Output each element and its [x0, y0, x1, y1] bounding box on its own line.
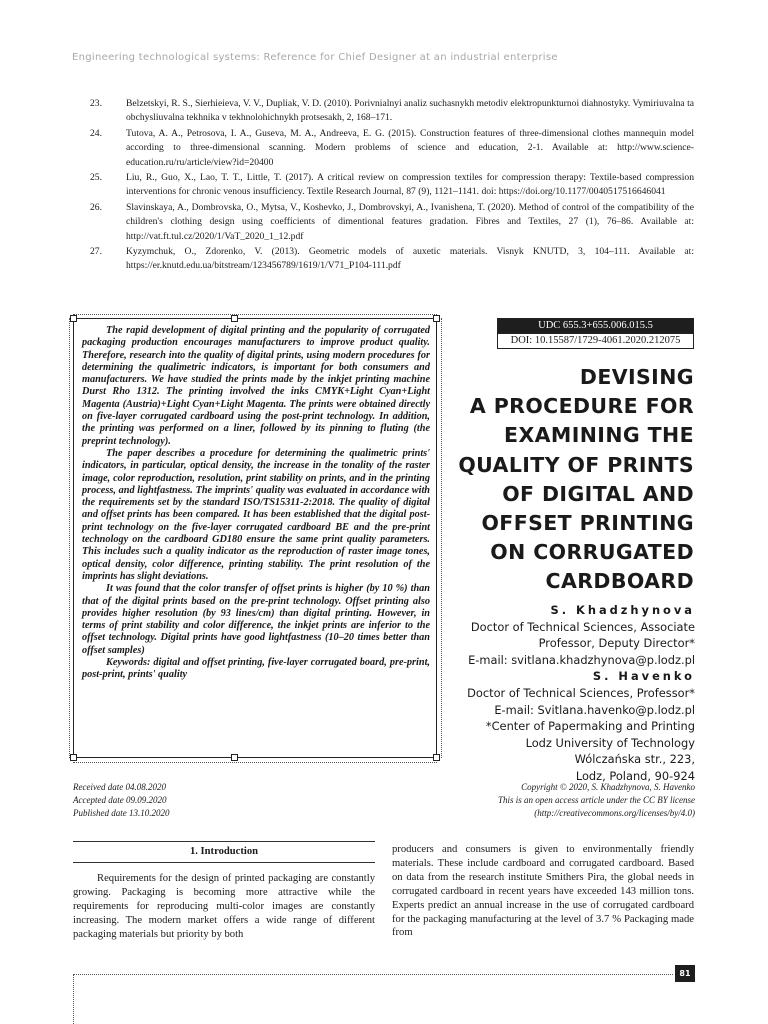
doi-link[interactable]: DOI: 10.15587/1729-4061.2020.212075 [498, 333, 693, 348]
author-address: Lodz, Poland, 90-924 [575, 768, 695, 783]
reference-list [90, 97, 694, 275]
author-name: S. Havenko [592, 669, 695, 684]
abstract-paragraph: The paper describes a procedure for determining the qualimetric prints' indicators, in particular, optical density, the increase in the tonality of the raster image, color reproduction, resolution, print stability on prints, and in the printing process, and lightfastness. The imprints' quality was evaluated in accordance with the requirements set by the standard ISO/TS15311-2:2018. The quality of digital and offset prints has been compared. It has been established that the digital post-print technology on the five-layer corrugated cardboard BE and the pre-print technology on the cardboard GD180 ensure the same print quality parameters. This includes such a quality indicator as the reproduction of raster image tones, optical density, color difference, printing stability. The print resolution of the imprints has slight deviations. [82, 447, 430, 582]
frame-guide-left [69, 318, 70, 758]
frame-handle-top-middle [231, 315, 238, 322]
author-affiliation: Doctor of Technical Sciences, Associate [470, 619, 695, 634]
body-column-left: Requirements for the design of printed packaging are constantly growing. Packaging is becoming more attractive while the requirements for reproducing multi-color images are constantly increasing. The modern market offers a wide range of different packaging materials but priority by both [73, 873, 375, 940]
abstract-box [73, 318, 437, 758]
author-affiliation: Doctor of Technical Sciences, Professor* [467, 685, 695, 700]
reference-item: 24. Tutova, A. A., Petrosova, I. A., Guseva, M. A., Andreeva, E. G. (2015). Construction features of three-dimensional clothes mannequin model according to three-dimensional scanning. Modern problems of science and education, 2-1. Available at: http://www.science-education.ru/ru/article/view?id=20400 [90, 127, 694, 168]
author-affiliation: *Center of Papermaking and Printing [485, 719, 695, 734]
reference-item: 26. Slavinskaya, A., Dombrovska, O., Mytsa, V., Koshevko, J., Dombrovskyi, A., Ivanishena, T. (2020). Method of control of the compatibility of the children's clothing design using coefficients of dimentional features gradation. Fibres and Textiles, 27 (1), 76–86. Available at: http://vat.ft.tul.cz/2020/1/VaT_2020_1_12.pdf [90, 201, 694, 242]
reference-item: 27. Kyzymchuk, O., Zdorenko, V. (2013). Geometric models of auxetic materials. Visnyk KNUTD, 3, 104–111. Available at: https://er.knutd.edu.ua/bitstream/123456789/1619/1/V71_P104-111.pdf [90, 246, 694, 272]
page-border-left [73, 974, 74, 1024]
author-address: Wólczańska str., 223, [574, 752, 695, 767]
author-name: S. Khadzhynova [550, 603, 695, 617]
section-rule-bottom [73, 862, 375, 863]
published-date: Published date 13.10.2020 [73, 808, 170, 818]
reference-item: 23. Belzetskyi, R. S., Sierhieieva, V. V., Dupliak, V. D. (2010). Porivnialnyi analiz suchasnykh metodiv elektropunkturnoi diahnostyky. Vymiriuvalna ta obchysliuvalna tekhnika v tekhnolohichnykh protsesakh, 2, 168–171. [90, 98, 694, 124]
publication-dates [73, 781, 333, 820]
frame-handle-bottom-right [433, 754, 440, 761]
received-date: Received date 04.08.2020 [73, 782, 166, 792]
frame-handle-bottom-middle [231, 754, 238, 761]
author-affiliation: Lodz University of Technology [525, 735, 695, 750]
running-head: Engineering technological systems: Reference for Chief Designer at an industrial enterprise [72, 52, 558, 63]
license-link[interactable]: (http://creativecommons.org/licenses/by/4.0) [534, 808, 695, 818]
udc-code: UDC 655.3+655.006.015.5 [498, 319, 693, 333]
page-number: 81 [675, 965, 695, 982]
frame-guide-bottom [73, 762, 437, 763]
body-column-right: producers and consumers is given to environmentally friendly materials. These include cardboard and corrugated cardboard. Based on data from the research institute Smithers Pira, the global needs in corrugated cardboard in recent years have exceeded 143 million tons. Experts predict an annual increase in the use of corrugated cardboard for the packaging manufacturing at the level of 3.7 % Packaging made from [392, 844, 694, 939]
abstract-paragraph: It was found that the color transfer of offset prints is higher (by 10 %) than that of the digital prints based on the pre-print technology. Offset printing also provides higher resolution (by 93 lines/cm) than digital printing. However, in terms of print stability and color difference, the inkjet prints are inferior to the offset technology. Digital prints have good lightfastness (10–20 times better than offset samples) [82, 583, 430, 656]
page-border-bottom [73, 974, 673, 975]
abstract-keywords: Keywords: digital and offset printing, five-layer corrugated board, pre-print, post-print, prints' quality [82, 657, 430, 681]
frame-handle-bottom-left [70, 754, 77, 761]
author-affiliation: Professor, Deputy Director* [538, 636, 695, 651]
copyright-line: Copyright © 2020, S. Khadzhynova, S. Havenko [521, 782, 695, 792]
identifier-box [497, 318, 694, 349]
license-block [420, 781, 695, 820]
accepted-date: Accepted date 09.09.2020 [73, 795, 167, 805]
paper-title: DEVISING A PROCEDURE FOR EXAMINING THE QUALITY OF PRINTS OF DIGITAL AND OFFSET PRINTING ON CORRUGATED CARDBOARD [458, 365, 694, 594]
section-heading: 1. Introduction [189, 846, 259, 857]
frame-handle-top-right [433, 315, 440, 322]
reference-item: 25. Liu, R., Guo, X., Lao, T. T., Little, T. (2017). A critical review on compression textiles for compression therapy: Textile-based compression interventions for chronic venous insufficiency. Textile Research Journal, 87 (9), 1121–1141. doi: https://doi.org/10.1177/0040517516646041 [90, 172, 694, 198]
frame-handle-top-left [70, 315, 77, 322]
author-block [440, 602, 695, 785]
author-email[interactable]: E-mail: svitlana.khadzhynova@p.lodz.pl [468, 652, 695, 667]
frame-guide-top [73, 314, 437, 315]
section-rule-top [73, 841, 375, 842]
license-line: This is an open access article under the CC BY license [498, 795, 695, 805]
abstract-paragraph: The rapid development of digital printing and the popularity of corrugated packaging production encourages manufacturers to improve product quality. Therefore, research into the quality of digital prints, using modern procedures for determining the qualimetric indicators, is important for both consumers and manufacturers. We have studied the prints made by the inkjet printing machine Durst Rho 1312. The printing involved the inks CMYK+Light Cyan+Light Magenta (Austria)+Light Cyan+Light Magenta. The prints were obtained directly on five-layer corrugated cardboard using the post-print technology. In addition, the printing was performed on a liner, followed by its pinning to fluting (the preprint technology). [82, 325, 430, 447]
author-email[interactable]: E-mail: Svitlana.havenko@p.lodz.pl [494, 702, 695, 717]
